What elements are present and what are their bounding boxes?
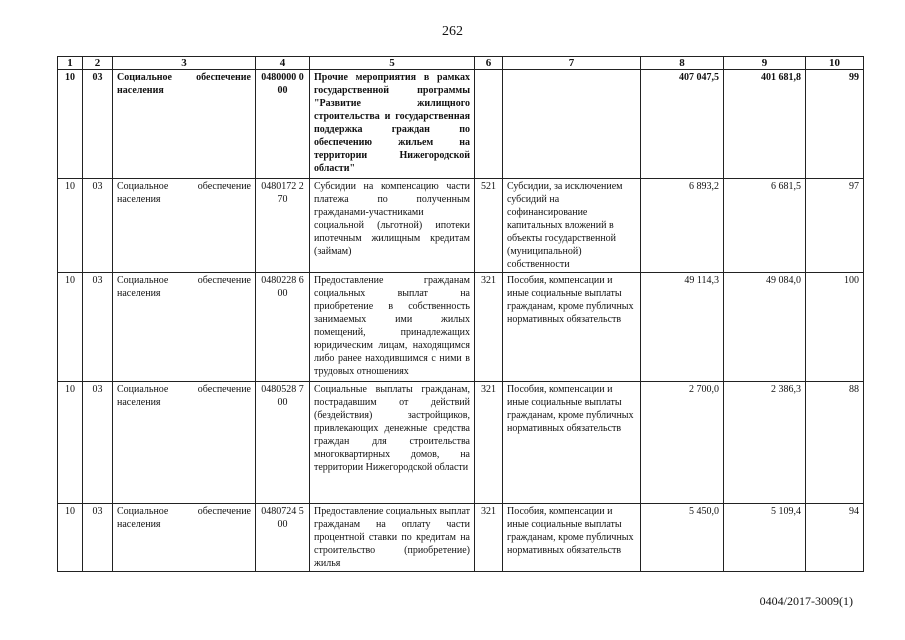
table-row xyxy=(58,382,864,504)
subsection-name: Социальное обеспечение населения xyxy=(113,273,256,382)
page-number: 262 xyxy=(442,24,463,39)
expense-type-code: 321 xyxy=(475,273,503,382)
target-article-code: 0480724 500 xyxy=(256,504,310,572)
section-code: 10 xyxy=(58,504,83,572)
column-header: 3 xyxy=(113,57,256,70)
expense-type-code: 321 xyxy=(475,382,503,504)
target-article-code: 0480000 000 xyxy=(256,70,310,179)
planned-amount: 2 700,0 xyxy=(641,382,724,504)
target-article-name: Предоставление социальных выплат гражданам на оплату части процентной ставки по кредитам на строительство (приобретение) жилья xyxy=(310,504,475,572)
section-code: 10 xyxy=(58,382,83,504)
column-header: 1 xyxy=(58,57,83,70)
executed-amount: 401 681,8 xyxy=(724,70,806,179)
section-code: 10 xyxy=(58,70,83,179)
executed-amount: 49 084,0 xyxy=(724,273,806,382)
table-row xyxy=(58,179,864,273)
expense-type-name: Пособия, компенсации и иные социальные выплаты гражданам, кроме публичных нормативных обязательств xyxy=(503,382,641,504)
expense-type-name: Субсидии, за исключением субсидий на софинансирование капитальных вложений в объекты государственной (муниципальной) собственности xyxy=(503,179,641,273)
target-article-code: 0480228 600 xyxy=(256,273,310,382)
planned-amount: 407 047,5 xyxy=(641,70,724,179)
planned-amount: 5 450,0 xyxy=(641,504,724,572)
subsection-code: 03 xyxy=(83,70,113,179)
column-header: 9 xyxy=(724,57,806,70)
executed-amount: 2 386,3 xyxy=(724,382,806,504)
execution-percent: 97 xyxy=(806,179,864,273)
target-article-name: Прочие мероприятия в рамках государственной программы "Развитие жилищного строительства и государственная поддержка граждан по обеспечению жильем на территории Нижегородской области" xyxy=(310,70,475,179)
target-article-name: Социальные выплаты гражданам, пострадавшим от действий (бездействия) застройщиков, привлекающих денежные средства граждан для строительства многоквартирных домов, на территории Нижегородской области xyxy=(310,382,475,504)
column-header: 6 xyxy=(475,57,503,70)
target-article-name: Предоставление гражданам социальных выплат на приобретение в собственность занимаемых ими жилых помещений, принадлежащих юридическим лицам, находящимся либо ранее находившимся с ними в трудовых отношениях xyxy=(310,273,475,382)
target-article-code: 0480172 270 xyxy=(256,179,310,273)
table-row xyxy=(58,504,864,572)
execution-percent: 100 xyxy=(806,273,864,382)
executed-amount: 5 109,4 xyxy=(724,504,806,572)
executed-amount: 6 681,5 xyxy=(724,179,806,273)
column-header: 4 xyxy=(256,57,310,70)
column-header: 10 xyxy=(806,57,864,70)
section-code: 10 xyxy=(58,273,83,382)
column-header: 2 xyxy=(83,57,113,70)
execution-percent: 99 xyxy=(806,70,864,179)
table-row xyxy=(58,70,864,179)
target-article-name: Субсидии на компенсацию части платежа по полученным гражданами-участниками социальной (льготной) ипотеки ипотечным жилищным кредитам (займам) xyxy=(310,179,475,273)
execution-percent: 88 xyxy=(806,382,864,504)
subsection-code: 03 xyxy=(83,504,113,572)
planned-amount: 49 114,3 xyxy=(641,273,724,382)
subsection-name: Социальное обеспечение населения xyxy=(113,504,256,572)
subsection-name: Социальное обеспечение населения xyxy=(113,70,256,179)
expense-type-code xyxy=(475,70,503,179)
expense-type-name xyxy=(503,70,641,179)
column-header: 7 xyxy=(503,57,641,70)
table-row xyxy=(58,273,864,382)
target-article-code: 0480528 700 xyxy=(256,382,310,504)
expense-type-name: Пособия, компенсации и иные социальные выплаты гражданам, кроме публичных нормативных обязательств xyxy=(503,273,641,382)
expense-type-code: 521 xyxy=(475,179,503,273)
subsection-name: Социальное обеспечение населения xyxy=(113,179,256,273)
subsection-code: 03 xyxy=(83,382,113,504)
subsection-code: 03 xyxy=(83,273,113,382)
subsection-name: Социальное обеспечение населения xyxy=(113,382,256,504)
section-code: 10 xyxy=(58,179,83,273)
column-header: 5 xyxy=(310,57,475,70)
table-header-row xyxy=(58,57,864,70)
column-header: 8 xyxy=(641,57,724,70)
budget-table xyxy=(57,56,864,572)
execution-percent: 94 xyxy=(806,504,864,572)
planned-amount: 6 893,2 xyxy=(641,179,724,273)
document-code: 0404/2017-3009(1) xyxy=(759,594,853,608)
subsection-code: 03 xyxy=(83,179,113,273)
expense-type-code: 321 xyxy=(475,504,503,572)
expense-type-name: Пособия, компенсации и иные социальные выплаты гражданам, кроме публичных нормативных обязательств xyxy=(503,504,641,572)
